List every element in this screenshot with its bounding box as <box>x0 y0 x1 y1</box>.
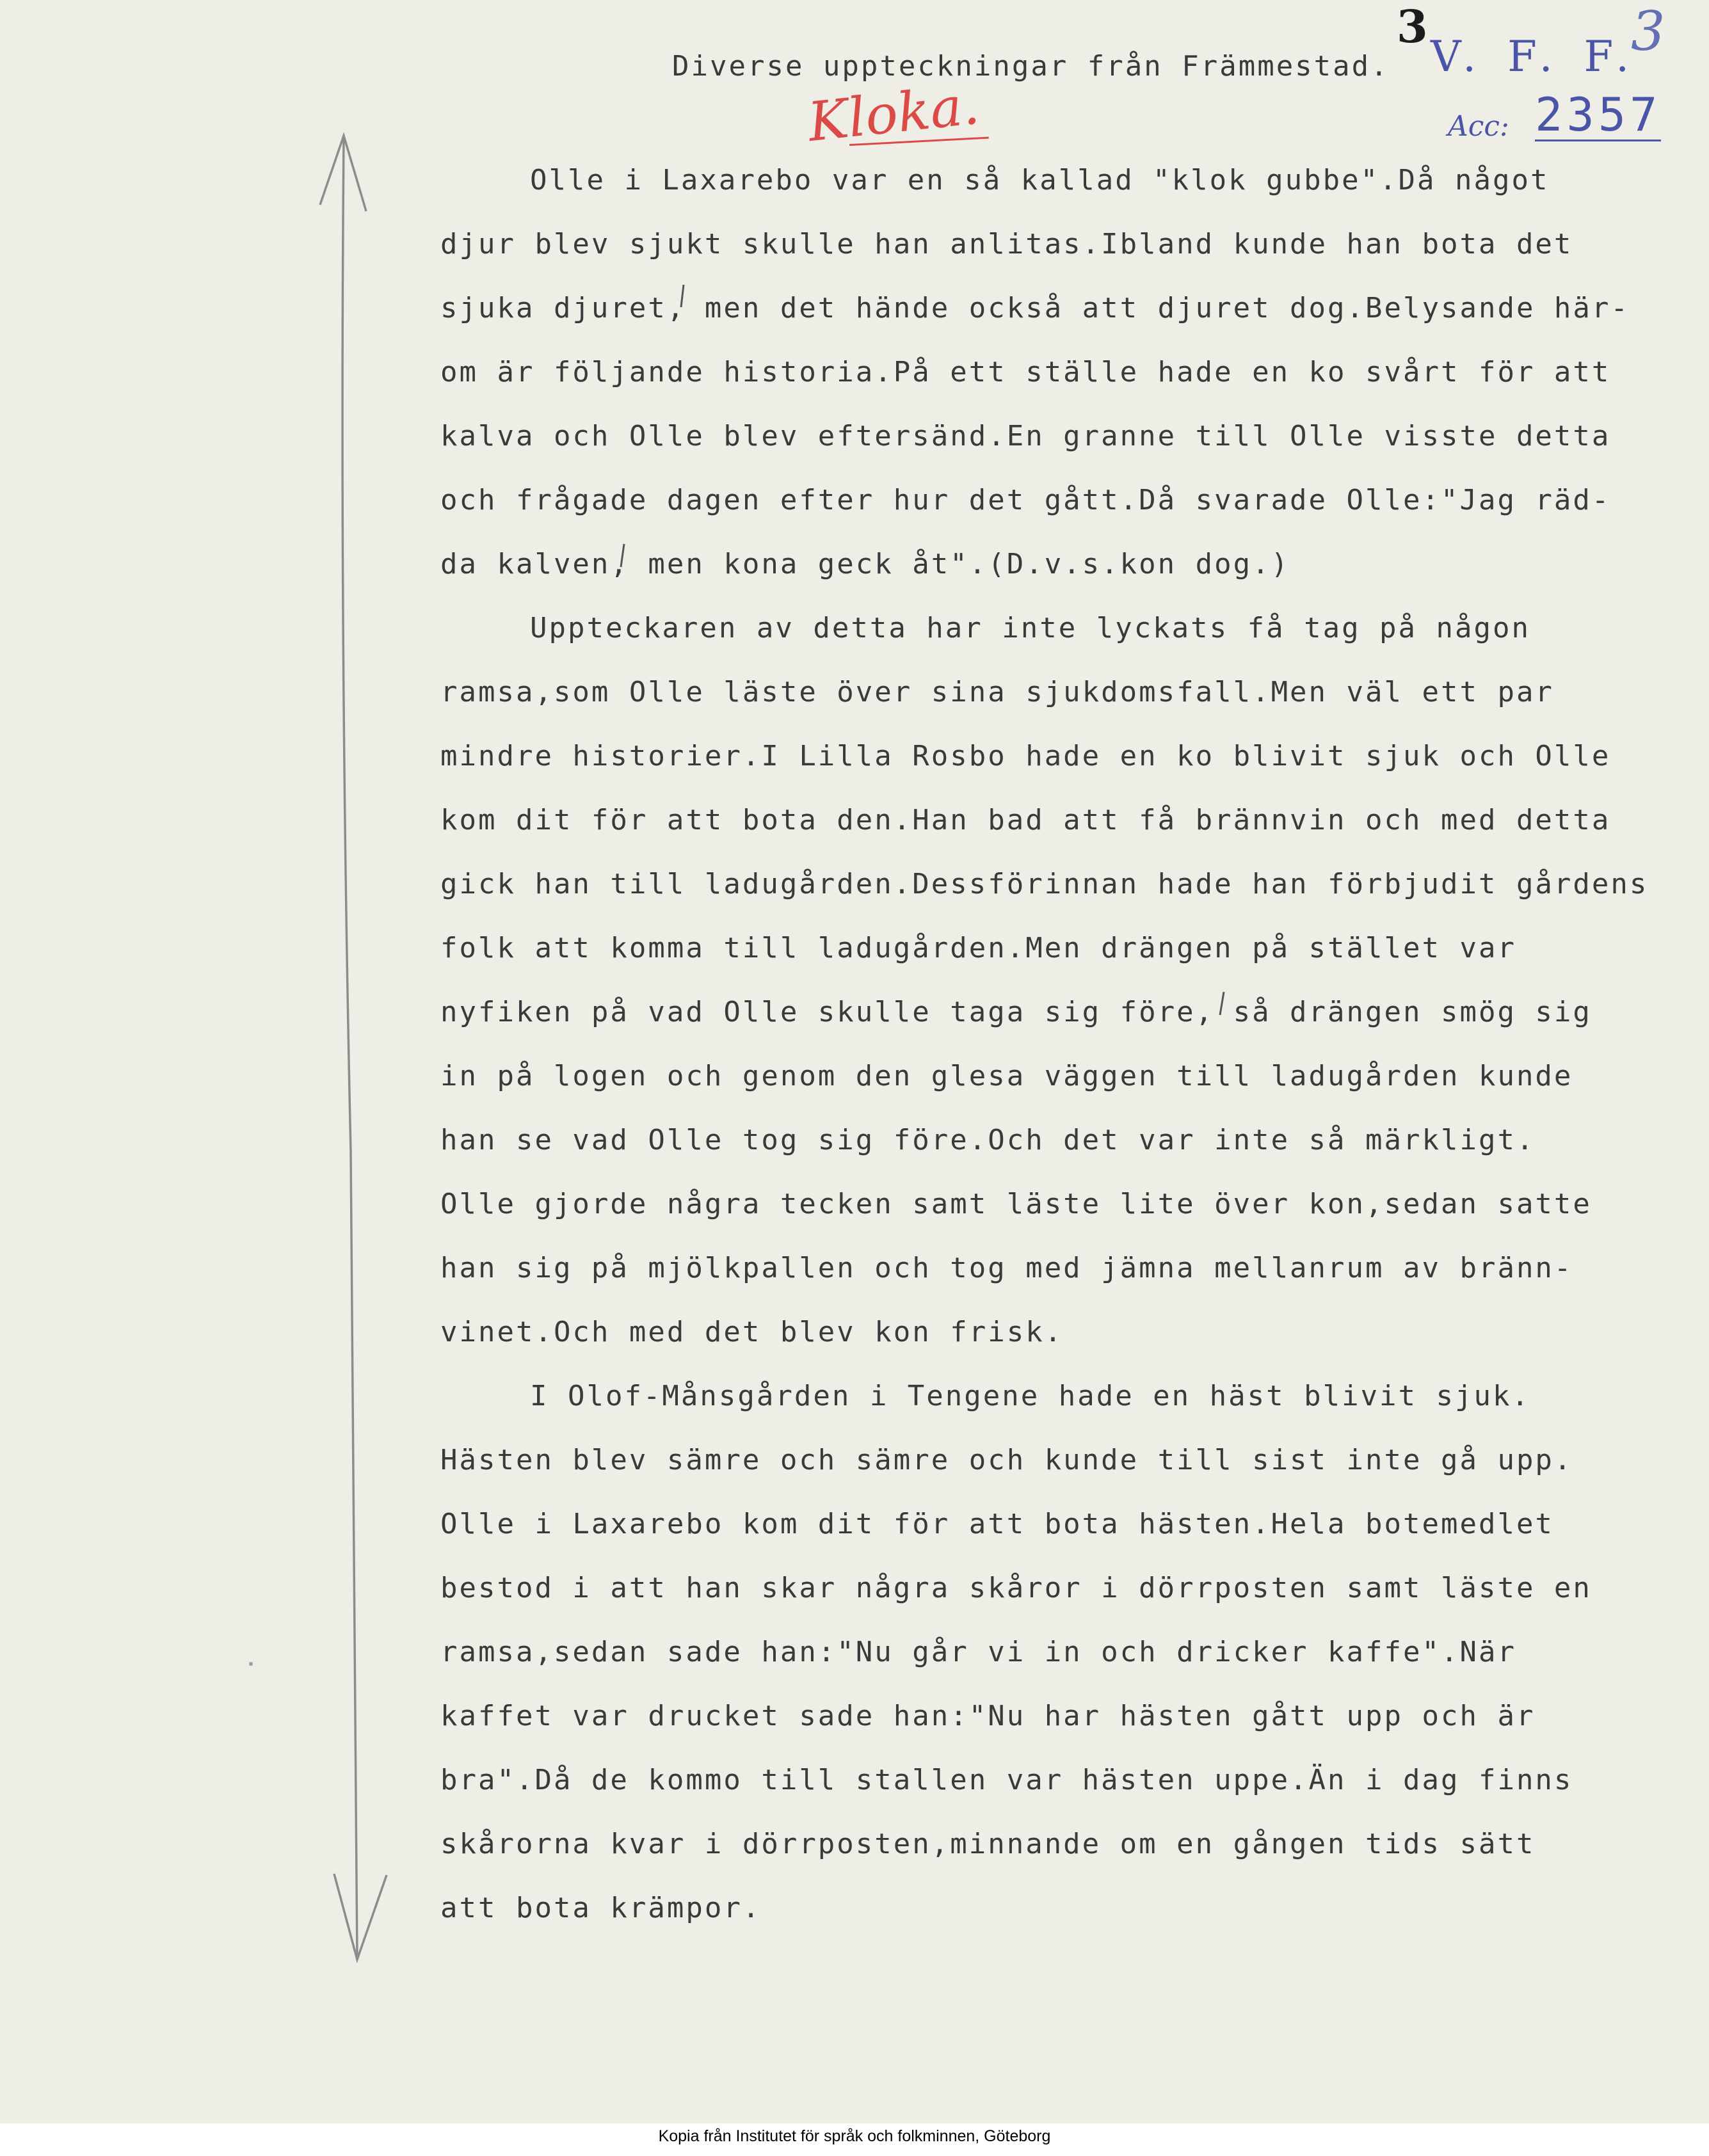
handwritten-note-text: Kloka. <box>805 73 983 154</box>
copy-footer: Kopia från Institutet för språk och folkminnen, Göteborg <box>0 2123 1709 2156</box>
text-line: Uppteckaren av detta har inte lyckats få tag på någon <box>530 612 1530 644</box>
text-line: da kalven, men kona geck åt".(D.v.s.kon dog.) <box>440 548 1290 580</box>
text-line: folk att komma till ladugården.Men drängen på stället var <box>440 932 1516 964</box>
text-line: bestod i att han skar några skåror i dörrposten samt läste en <box>440 1572 1592 1604</box>
text-line: gick han till ladugården.Dessförinnan hade han förbjudit gårdens <box>440 868 1649 900</box>
text-line: ramsa,sedan sade han:"Nu går vi in och dricker kaffe".När <box>440 1636 1516 1668</box>
typed-body-text <box>440 148 1648 1940</box>
text-line: vinet.Och med det blev kon frisk. <box>440 1316 1064 1348</box>
text-line: han sig på mjölkpallen och tog med jämna mellanrum av bränn- <box>440 1252 1573 1284</box>
pencil-page-number: 3 <box>1631 0 1665 63</box>
text-line: Olle gjorde några tecken samt läste lite över kon,sedan satte <box>440 1188 1592 1220</box>
paper-speck <box>249 1662 253 1666</box>
text-line: ramsa,som Olle läste över sina sjukdomsfall.Men väl ett par <box>440 676 1554 708</box>
text-line: Olle i Laxarebo kom dit för att bota hästen.Hela botemedlet <box>440 1508 1554 1540</box>
text-line: kaffet var drucket sade han:"Nu har hästen gått upp och är <box>440 1700 1536 1732</box>
archive-stamp-acc-number: 2357 <box>1535 88 1662 141</box>
text-line: bra".Då de kommo till stallen var hästen uppe.Än i dag finns <box>440 1764 1573 1796</box>
arrow-down-icon <box>334 1874 387 1960</box>
text-line: Hästen blev sämre och sämre och kunde till sist inte gå upp. <box>440 1444 1573 1476</box>
text-line: att bota krämpor. <box>440 1892 762 1924</box>
text-line: Olle i Laxarebo var en så kallad "klok gubbe".Då något <box>530 164 1550 196</box>
text-line: skårorna kvar i dörrposten,minnande om en gången tids sätt <box>440 1828 1536 1860</box>
document-title: Diverse uppteckningar från Främmestad. <box>672 50 1390 83</box>
text-line: mindre historier.I Lilla Rosbo hade en ko blivit sjuk och Olle <box>440 740 1611 772</box>
text-line: djur blev sjukt skulle han anlitas.Ibland kunde han bota det <box>440 228 1573 260</box>
text-line: kalva och Olle blev eftersänd.En granne till Olle visste detta <box>440 420 1611 452</box>
page-number: 3 <box>1397 0 1428 53</box>
pencil-bracket-line <box>342 138 357 1958</box>
text-line: nyfiken på vad Olle skulle taga sig före, så drängen smög sig <box>440 996 1592 1028</box>
archive-stamp-acc-label: Acc: <box>1448 110 1509 143</box>
text-line: in på logen och genom den glesa väggen till ladugården kunde <box>440 1060 1573 1092</box>
archive-stamp-collection: V. F. F. <box>1431 32 1639 81</box>
text-line: kom dit för att bota den.Han bad att få brännvin och med detta <box>440 804 1611 836</box>
text-line: sjuka djuret, men det hände också att djuret dog.Belysande här- <box>440 292 1630 324</box>
text-line: och frågade dagen efter hur det gått.Då svarade Olle:"Jag räd- <box>440 484 1611 516</box>
text-line: han se vad Olle tog sig före.Och det var inte så märkligt. <box>440 1124 1536 1156</box>
text-line: om är följande historia.På ett ställe hade en ko svårt för att <box>440 356 1611 388</box>
text-line: I Olof-Månsgården i Tengene hade en häst blivit sjuk. <box>530 1380 1530 1412</box>
